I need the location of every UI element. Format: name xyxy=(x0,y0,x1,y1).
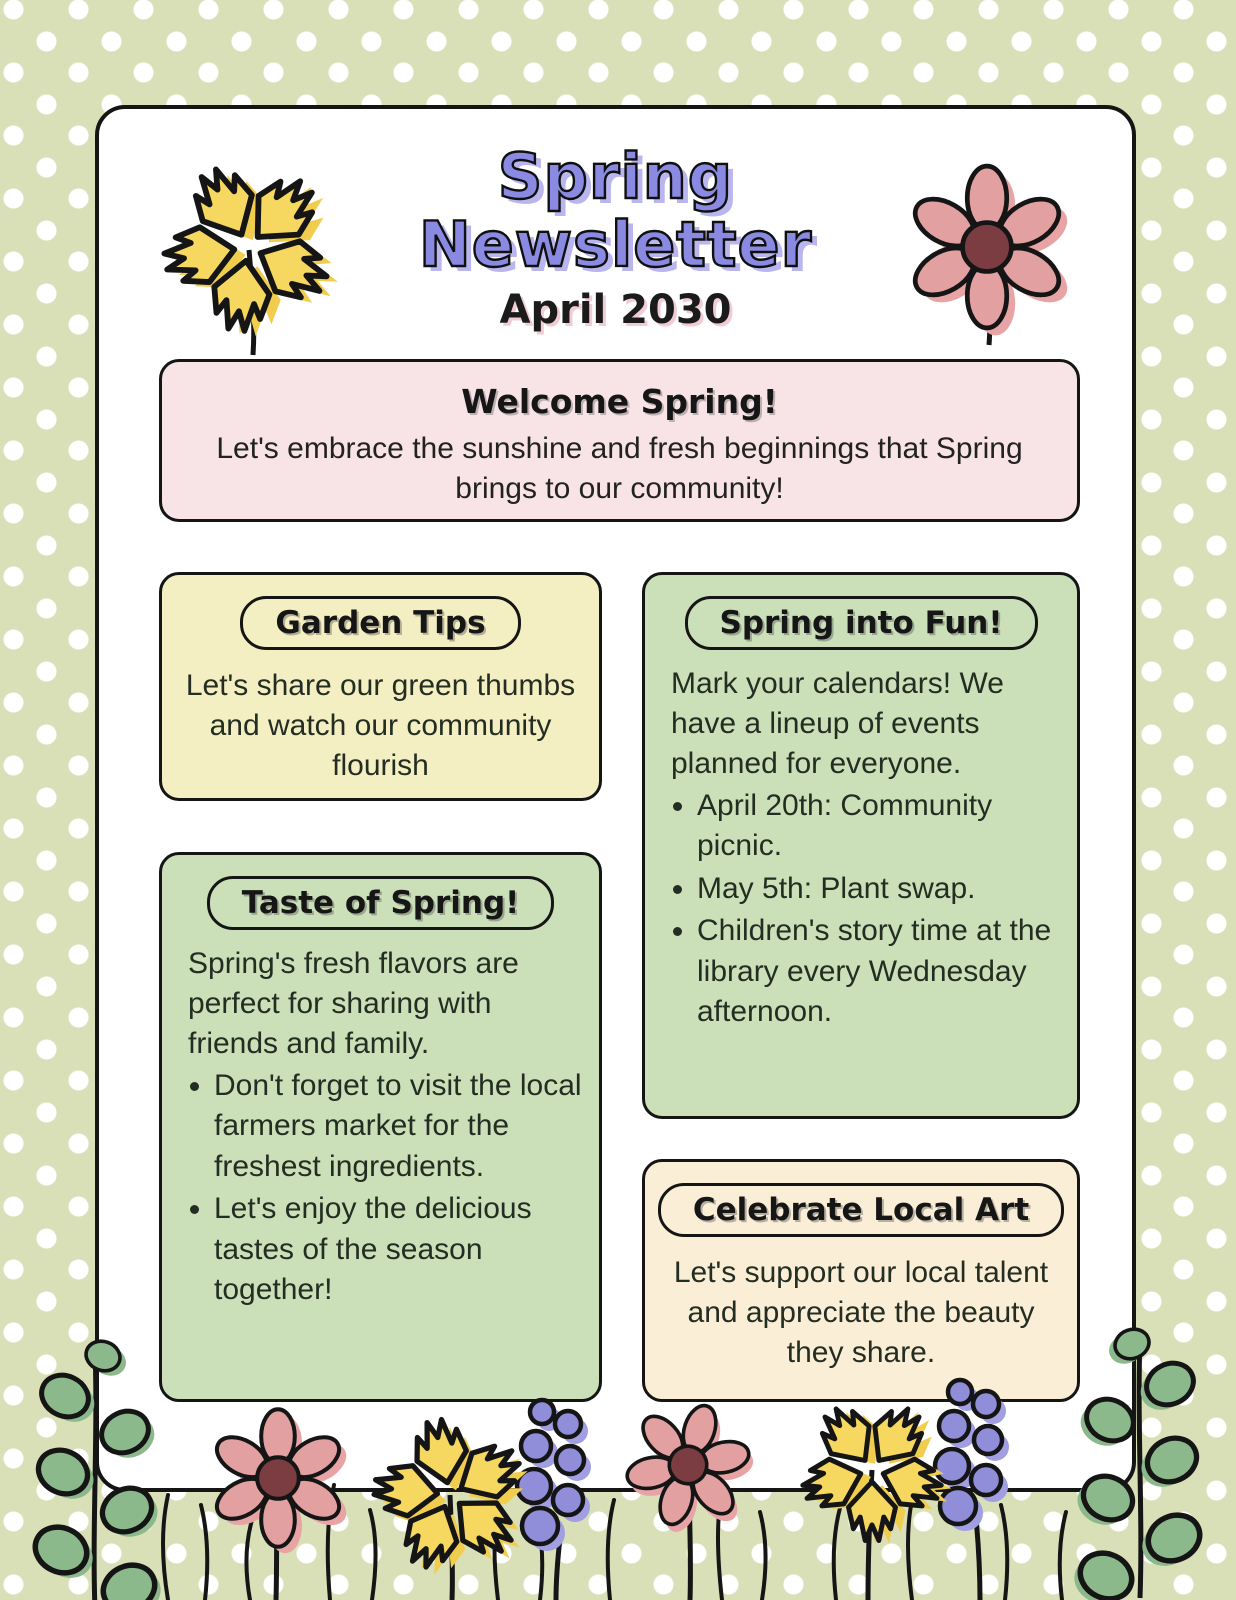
tip-item: • Let's enjoy the delicious tastes of the season together! xyxy=(214,1189,599,1311)
pink-daisy-icon xyxy=(897,161,1079,347)
garden-tips-body: Let's share our green thumbs and watch our community flourish xyxy=(185,669,576,782)
spring-into-fun-intro: Mark your calendars! We have a lineup of events planned for everyone. xyxy=(671,667,1004,780)
title-line-1: Spring xyxy=(497,140,734,213)
bottom-flower-border xyxy=(0,1270,1236,1600)
spring-into-fun-heading: Spring into Fun! xyxy=(685,596,1038,650)
issue-date: April 2030 xyxy=(499,287,732,334)
taste-of-spring-intro: Spring's fresh flavors are perfect for sharing with friends and family. xyxy=(188,947,519,1060)
event-item: • April 20th: Community picnic. xyxy=(697,786,1077,867)
title-line-2: Newsletter xyxy=(418,208,813,282)
spring-into-fun-list xyxy=(645,786,1077,1033)
leaf-stalk-icon xyxy=(28,1325,1207,1600)
taste-of-spring-heading: Taste of Spring! xyxy=(207,876,555,930)
tip-item: • Don't forget to visit the local farmers market for the freshest ingredients. xyxy=(214,1066,599,1188)
celebrate-local-art-body: Let's support our local talent and appreciate the beauty they share. xyxy=(673,1256,1049,1369)
spring-into-fun-box xyxy=(642,572,1080,1119)
event-item: • Children's story time at the library every Wednesday afternoon. xyxy=(697,911,1077,1033)
welcome-box xyxy=(159,359,1080,522)
welcome-body: Let's embrace the sunshine and fresh beginnings that Spring brings to our community! xyxy=(216,432,1023,505)
celebrate-local-art-heading: Celebrate Local Art xyxy=(658,1183,1064,1237)
event-item: • May 5th: Plant swap. xyxy=(697,869,1077,910)
garden-tips-box xyxy=(159,572,602,801)
welcome-heading: Welcome Spring! xyxy=(461,382,778,421)
garden-tips-heading: Garden Tips xyxy=(240,596,520,650)
yellow-cornflower-icon xyxy=(135,155,367,357)
